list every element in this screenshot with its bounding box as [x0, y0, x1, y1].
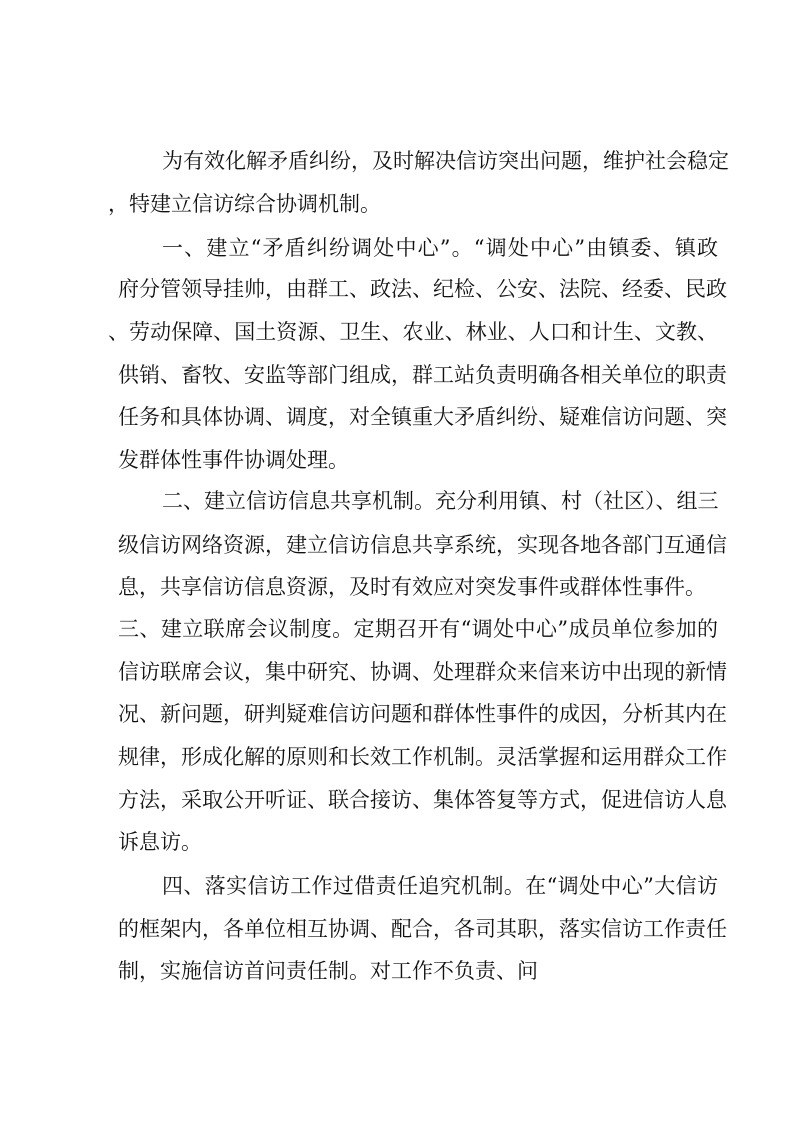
paragraph-4-line-4: 规律，形成化解的原则和长效工作机制。灵活掌握和运用群众工作	[118, 745, 727, 769]
paragraph-4-line-2: 信访联席会议，集中研究、协调、处理群众来信来访中出现的新情	[118, 660, 727, 684]
paragraph-5-line-1: 四、落实信访工作过借责任追究机制。在“调处中心”大信访	[162, 874, 718, 898]
paragraph-2-line-1: 一、建立“矛盾纠纷调处中心”。“调处中心”由镇委、镇政	[162, 236, 718, 260]
paragraph-2-line-4: 供销、畜牧、安监等部门组成，群工站负责明确各相关单位的职责	[118, 363, 727, 387]
paragraph-1-line-2: ，特建立信访综合协调机制。	[108, 192, 381, 216]
paragraph-2-line-6: 发群体性事件协调处理。	[118, 448, 349, 472]
paragraph-4-line-3: 况、新问题，研判疑难信访问题和群体性事件的成因，分析其内在	[118, 702, 727, 726]
paragraph-3-line-2: 级信访网络资源，建立信访信息共享系统，实现各地各部门互通信	[118, 533, 727, 557]
paragraph-2-line-2: 府分管领导挂帅，由群工、政法、纪检、公安、法院、经委、民政	[118, 277, 727, 301]
paragraph-4-line-6: 诉息访。	[118, 830, 202, 854]
paragraph-4-line-1: 三、建立联席会议制度。定期召开有“调处中心”成员单位参加的	[118, 617, 718, 641]
paragraph-4-line-5: 方法，采取公开听证、联合接访、集体答复等方式，促进信访人息	[118, 788, 727, 812]
paragraph-3-line-1: 二、建立信访信息共享机制。充分利用镇、村（社区）、组三	[162, 489, 719, 513]
paragraph-5-line-3: 制，实施信访首问责任制。对工作不负责、问	[118, 959, 538, 983]
paragraph-2-line-5: 任务和具体协调、调度，对全镇重大矛盾纠纷、疑难信访问题、突	[118, 405, 727, 429]
paragraph-1-line-1: 为有效化解矛盾纠纷，及时解决信访突出问题，维护社会稳定	[162, 149, 729, 173]
paragraph-5-line-2: 的框架内，各单位相互协调、配合，各司其职，落实信访工作责任	[118, 917, 727, 941]
paragraph-2-line-3: 、劳动保障、国土资源、卫生、农业、林业、人口和计生、文教、	[108, 320, 718, 344]
paragraph-3-line-3: 息，共享信访信息资源，及时有效应对突发事件或群体性事件。	[118, 575, 706, 599]
